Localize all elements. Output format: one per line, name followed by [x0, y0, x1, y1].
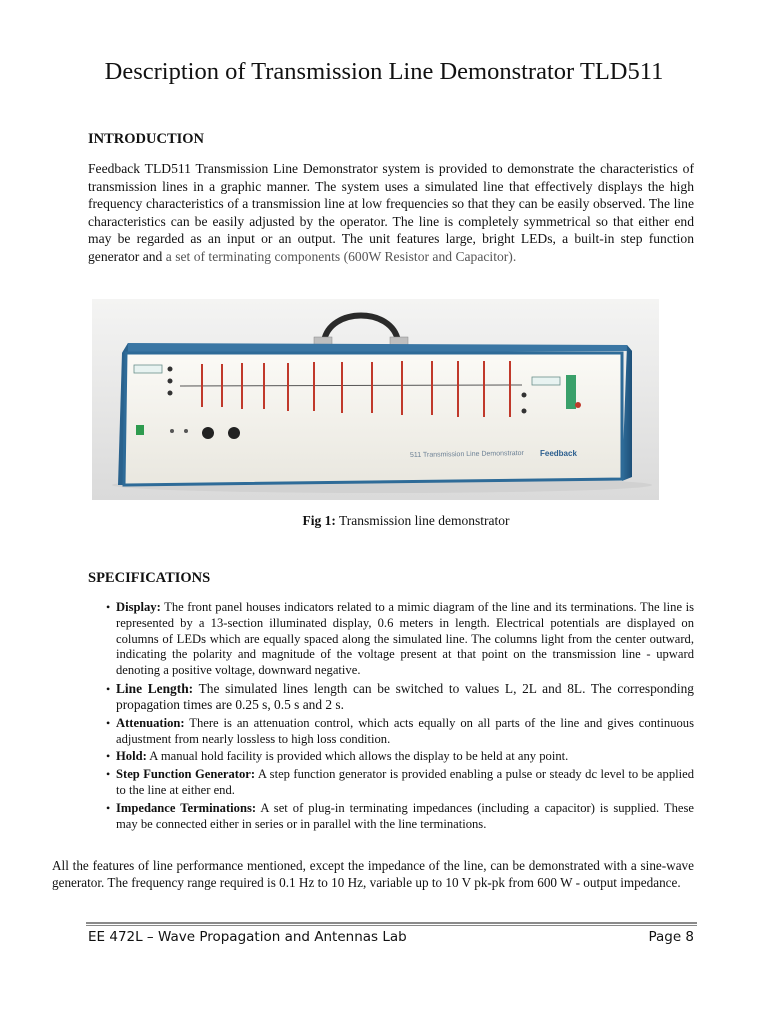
- specifications-heading: SPECIFICATIONS: [88, 570, 211, 586]
- figure-caption-text: Transmission line demonstrator: [339, 513, 510, 528]
- introduction-paragraph: [88, 160, 694, 266]
- demonstrator-illustration: [92, 299, 659, 500]
- closing-paragraph: All the features of line performance mentioned, except the impedance of the line, can be demonstrated with a sine-wave generator. The frequency range required is 0.1 Hz to 10 Hz, variable up to 10 V pk-pk from 600 W - output impedance.: [52, 858, 694, 890]
- spec-item-line-length: [106, 681, 694, 714]
- footer-divider-thin: [86, 925, 697, 926]
- figure-caption-label: Fig 1:: [302, 513, 336, 528]
- specifications-list: [106, 600, 694, 834]
- introduction-text: Feedback TLD511 Transmission Line Demonstrator system is provided to demonstrate the characteristics of transmission lines in a graphic manner. The system uses a simulated line that effectively displays the high frequency characteristics of a transmission line at low frequencies so that they can be easily observed. The line characteristics can be easily adjusted by the operator. The line is completely symmetrical so that either end may be regarded as an input or an output. The unit features large, bright LEDs, a built-in step function generator and: [88, 161, 694, 264]
- spec-label: Hold:: [116, 749, 147, 764]
- figure-photo: [92, 299, 659, 500]
- spec-label: Step Function Generator:: [116, 767, 256, 782]
- spec-label: Impedance Terminations:: [116, 800, 257, 815]
- introduction-heading: INTRODUCTION: [88, 131, 205, 147]
- spec-label: Attenuation:: [116, 715, 185, 730]
- spec-text: A set of plug-in terminating impedances (including a capacitor) is supplied. These may be connected either in series or in parallel with the line terminations.: [116, 800, 694, 831]
- footer-page-number: Page 8: [648, 929, 694, 945]
- spec-text: There is an attenuation control, which acts equally on all parts of the line and gives continuous adjustment from nearly lossless to high loss condition.: [116, 715, 695, 746]
- spec-text: The simulated lines length can be switched to values L, 2L and 8L. The corresponding propagation times are 0.25 s, 0.5 s and 2 s.: [116, 680, 694, 713]
- figure-caption: [0, 513, 768, 529]
- spec-item-display: [106, 600, 694, 679]
- spec-item-step-function: [106, 767, 694, 799]
- footer-divider: [86, 922, 697, 924]
- spec-text: A step function generator is provided enabling a pulse or steady dc level to be applied to the line at either end.: [116, 767, 694, 797]
- spec-text: The front panel houses indicators related to a mimic diagram of the line and its terminations. The line is represented by a 13-section illuminated display, 0.6 meters in length. Electrical potentials are displayed on columns of LEDs which are equally spaced along the simulated line. The columns light from the center outward, indicating the polarity and magnitude of the voltage present at that point on the transmission line - upward denoting a positive voltage, downward negative.: [116, 600, 694, 678]
- spec-item-attenuation: [106, 716, 694, 748]
- spec-label: Display:: [116, 600, 161, 614]
- footer-course: EE 472L – Wave Propagation and Antennas Lab: [88, 929, 407, 945]
- spec-item-hold: [106, 749, 694, 765]
- spec-item-impedance: [106, 801, 694, 833]
- brand-logo: Feedback: [540, 449, 577, 458]
- document-title: Description of Transmission Line Demonstrator TLD511: [104, 58, 664, 85]
- introduction-text-gray: a set of terminating components (600W Resistor and Capacitor).: [165, 248, 517, 264]
- spec-label: Line Length:: [116, 680, 194, 696]
- spec-text: A manual hold facility is provided which allows the display to be held at any point.: [149, 749, 569, 764]
- panel-label: 511 Transmission Line Demonstrator: [409, 450, 524, 459]
